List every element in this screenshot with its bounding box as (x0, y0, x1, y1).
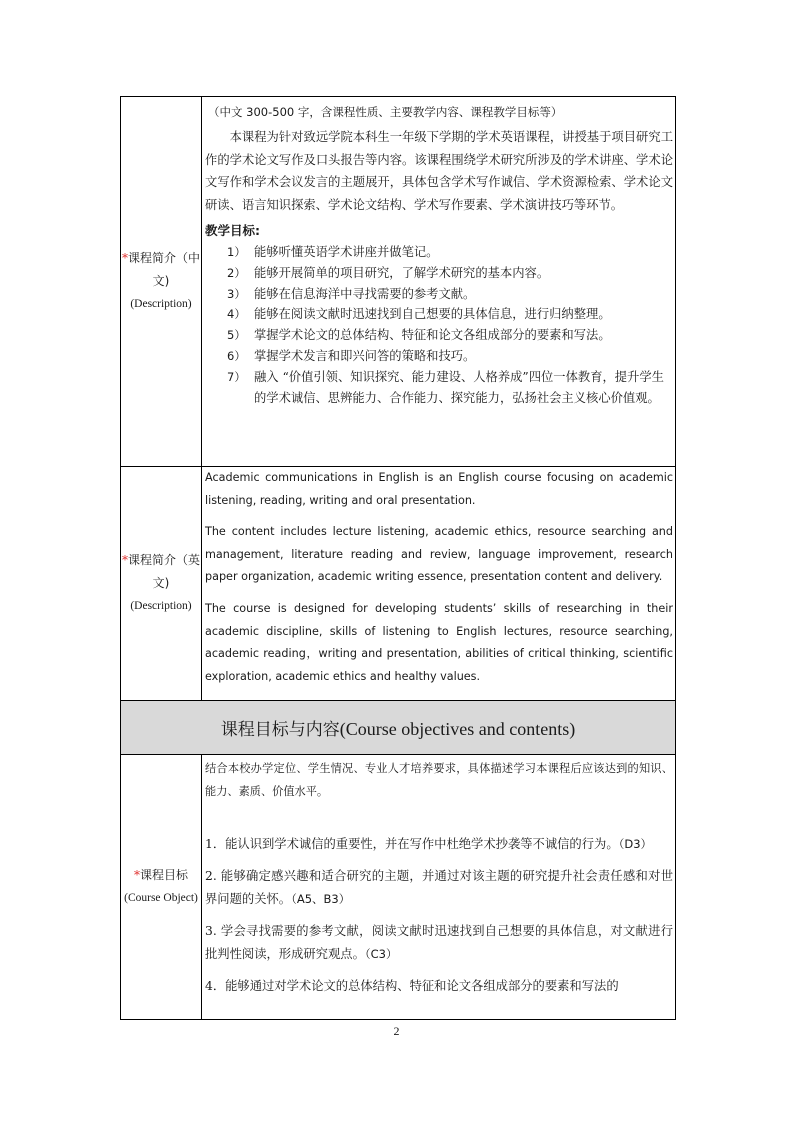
row-description-zh (121, 97, 676, 467)
description-paragraph-en: The content includes lecture listening, academic ethics, resource searching and management, literature reading and review, language improvement, research paper organization, academic writing essence, presentation content and delivery. (205, 525, 673, 584)
row-course-objectives (121, 755, 676, 1020)
content-description-zh (202, 97, 676, 467)
list-item: 2） 能够开展简单的项目研究，了解学术研究的基本内容。 (227, 265, 550, 280)
teaching-goals-list (205, 242, 673, 408)
required-mark: * (133, 868, 140, 882)
section-title-zh: 课程目标与内容 (220, 720, 340, 740)
description-paragraph-en: The course is designed for developing students’ skills of researching in their academic discipline, skills of listening to English lectures, resource searching, academic reading，writing and presentation, abilities of critical thinking, scientific exploration, academic ethics and healthy values. (205, 601, 673, 683)
objectives-intro: 结合本校办学定位、学生情况、专业人才培养要求，具体描述学习本课程后应该达到的知识、能力、素质、价值水平。 (205, 762, 673, 798)
list-item: 5） 掌握学术论文的总体结构、特征和论文各组成部分的要素和写法。 (227, 328, 611, 343)
course-info-table (120, 96, 676, 1020)
label-text-en: (Description) (130, 298, 192, 310)
label-text: 课程简介（英 (127, 553, 200, 567)
objective-item: 4．能够通过对学术论文的总体结构、特征和论文各组成部分的要素和写法的 (205, 979, 619, 993)
objective-item: 1．能认识到学术诚信的重要性，并在写作中杜绝学术抄袭等不诚信的行为。（D3） (205, 837, 653, 851)
page-number: 2 (393, 1024, 400, 1038)
label-text-en: (Course Object) (124, 892, 198, 904)
section-title (121, 701, 676, 755)
list-item: 6） 掌握学术发言和即兴问答的策略和技巧。 (227, 348, 476, 363)
description-paragraph-en: Academic communications in English is an English course focusing on academic listening, reading, writing and oral presentation. (205, 471, 673, 507)
row-description-en (121, 467, 676, 701)
objective-item: 2. 能够确定感兴趣和适合研究的主题，并通过对该主题的研究提升社会责任感和对世界问题的关怀。（A5、B3） (205, 869, 673, 906)
label-description-zh (121, 97, 202, 467)
label-text: 课程目标 (139, 868, 188, 882)
list-item: 1） 能够听懂英语学术讲座并做笔记。 (227, 245, 439, 259)
required-mark: * (121, 251, 128, 265)
label-text-en: (Description) (130, 600, 192, 612)
label-course-objectives (121, 755, 202, 1020)
objective-item: 3. 学会寻找需要的参考文献，阅读文献时迅速找到自己想要的具体信息，对文献进行批判性阅读，形成研究观点。（C3） (205, 924, 673, 961)
list-item: 7） 融入 “价值引领、知识探究、能力建设、人格养成”四位一体教育，提升学生的学术诚信、思辨能力、合作能力、探究能力，弘扬社会主义核心价值观。 (227, 369, 664, 405)
label-text: 文) (152, 274, 170, 288)
intro-paragraph-zh: 本课程为针对致远学院本科生一年级下学期的学术英语课程，讲授基于项目研究工作的学术论文写作及口头报告等内容。该课程围绕学术研究所涉及的学术讲座、学术论文写作和学术会议发言的主题展开，具体包含学术写作诚信、学术资源检索、学术论文研读、语言知识探索、学术论文结构、学术写作要素、学术演讲技巧等环节。 (205, 130, 673, 212)
required-mark: * (121, 553, 128, 567)
label-text: 文) (152, 576, 170, 590)
teaching-goals-title: 教学目标: (205, 223, 260, 238)
length-note: （中文 300-500 字，含课程性质、主要教学内容、课程教学目标等） (208, 105, 563, 119)
label-description-en (121, 467, 202, 701)
row-section-header (121, 701, 676, 755)
list-item: 4） 能够在阅读文献时迅速找到自己想要的具体信息，进行归纳整理。 (227, 307, 611, 322)
content-description-en (202, 467, 676, 701)
list-item: 3） 能够在信息海洋中寻找需要的参考文献。 (227, 286, 476, 301)
label-text: 课程简介（中 (127, 251, 200, 265)
content-course-objectives (202, 755, 676, 1020)
section-title-en: (Course objectives and contents) (339, 719, 576, 739)
